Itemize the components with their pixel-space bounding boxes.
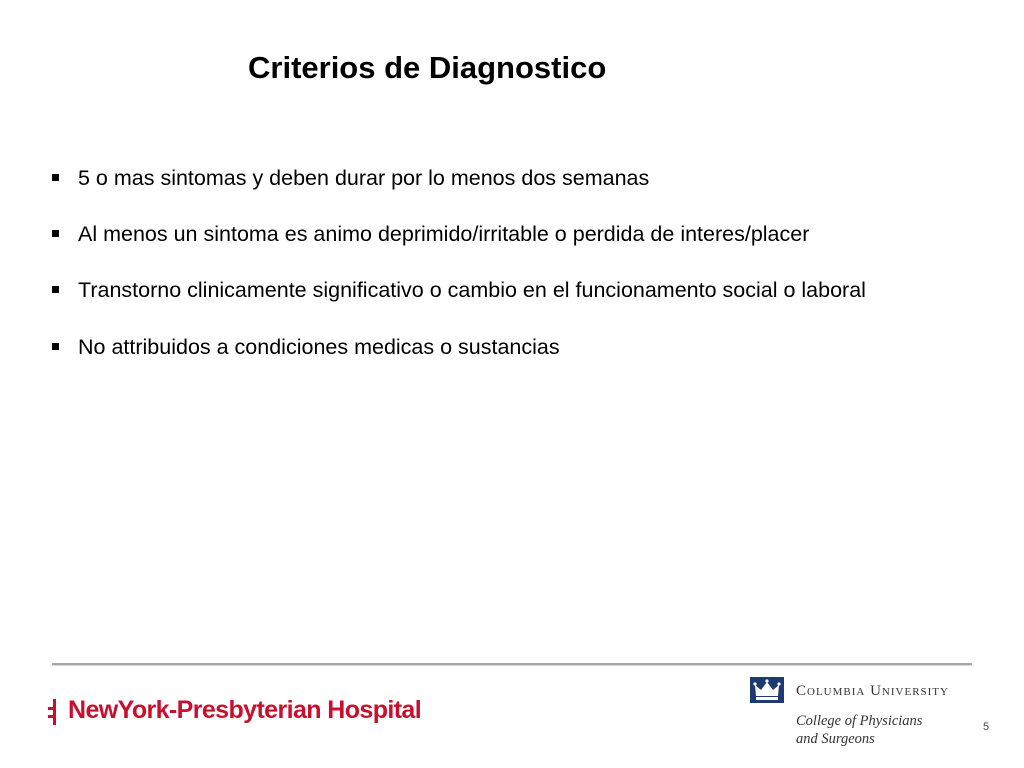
bullet-item xyxy=(52,332,962,362)
crown-icon xyxy=(750,677,784,703)
nyp-mark-icon xyxy=(48,699,62,725)
bullet-text: 5 o mas sintomas y deben durar por lo menos dos semanas xyxy=(78,166,650,190)
bullet-text: No attribuidos a condiciones medicas o sustancias xyxy=(78,335,560,359)
bullet-list xyxy=(52,163,962,388)
bullet-text: Al menos un sintoma es animo deprimido/irritable o perdida de interes/placer xyxy=(78,222,810,246)
slide-title: Criterios de Diagnostico xyxy=(248,50,607,85)
newyork-presbyterian-logo xyxy=(48,696,428,730)
bullet-item xyxy=(52,163,962,193)
bullet-text: Transtorno clinicamente significativo o cambio en el funcionamento social o laboral xyxy=(78,278,866,302)
square-bullet-icon xyxy=(52,343,59,350)
square-bullet-icon xyxy=(52,286,59,293)
square-bullet-icon xyxy=(52,230,59,237)
square-bullet-icon xyxy=(52,174,59,181)
footer-divider xyxy=(52,663,972,666)
bullet-item xyxy=(52,275,962,305)
bullet-item xyxy=(52,219,962,249)
columbia-logo xyxy=(750,675,970,755)
columbia-college-line-2: and Surgeons xyxy=(796,731,875,747)
columbia-university-name: Columbia University xyxy=(796,683,949,699)
nyp-logo-text: NewYork-Presbyterian Hospital xyxy=(68,696,422,724)
columbia-college-line-1: College of Physicians xyxy=(796,713,923,729)
page-number: 5 xyxy=(983,721,990,733)
